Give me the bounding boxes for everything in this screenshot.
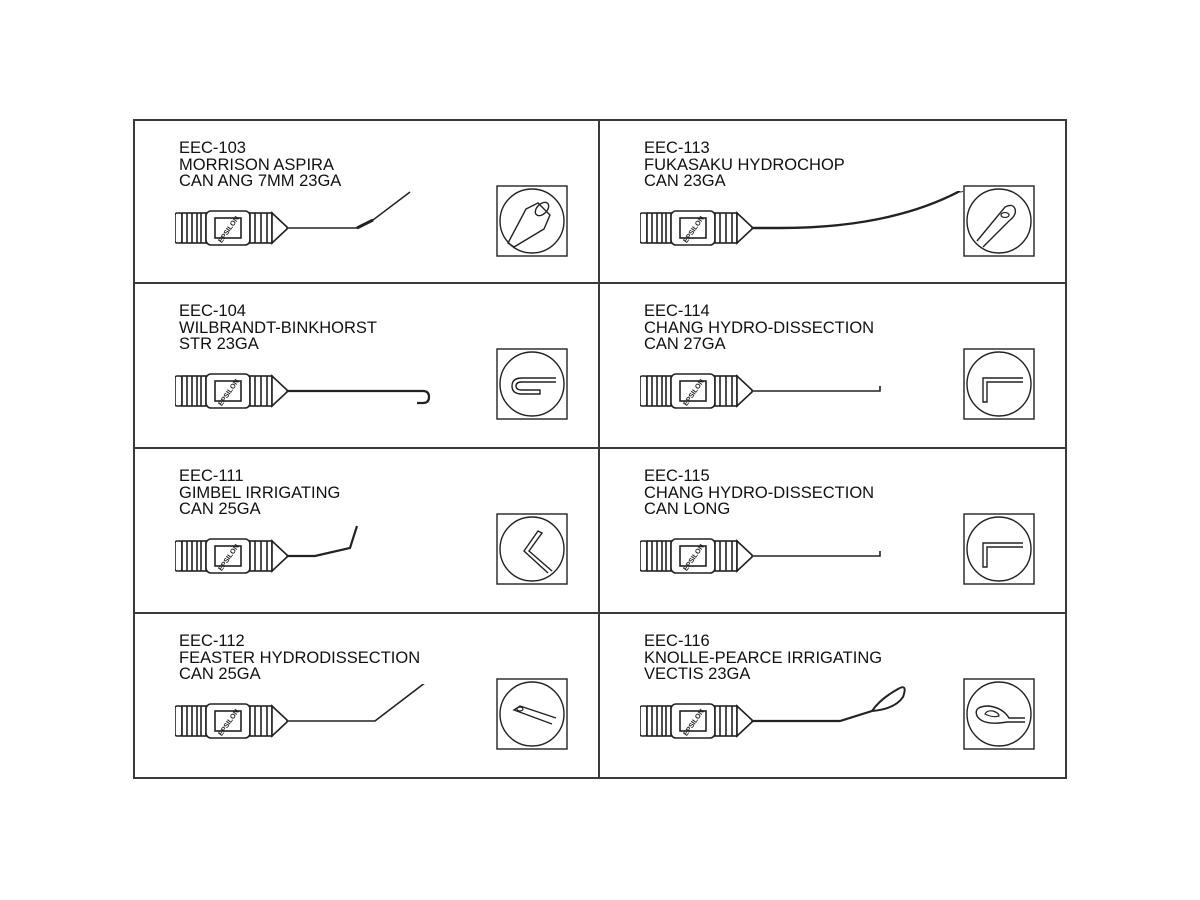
cannula-drawing <box>640 684 980 776</box>
item-desc: CAN LONG <box>644 500 731 518</box>
beveled-tip-icon <box>496 678 568 750</box>
item-code: EEC-113 <box>644 139 710 157</box>
item-label <box>179 633 420 683</box>
item-desc: CAN ANG 7MM 23GA <box>179 172 342 190</box>
cannula-drawing <box>175 191 515 283</box>
cannula-drawing <box>175 684 515 776</box>
cannula-drawing <box>640 191 980 283</box>
item-desc: CAN 25GA <box>179 665 261 683</box>
item-code: EEC-116 <box>644 632 710 650</box>
catalog-item <box>600 119 1067 284</box>
item-label <box>644 468 874 518</box>
brand-mark: EPSILON <box>217 543 241 573</box>
cannula-drawing <box>640 519 980 611</box>
item-name: KNOLLE-PEARCE IRRIGATING <box>644 648 883 667</box>
catalog-item <box>600 614 1067 779</box>
catalog-item <box>133 119 600 284</box>
item-desc: VECTIS 23GA <box>644 665 751 683</box>
item-label <box>179 140 341 190</box>
bent-tip-icon <box>963 348 1035 420</box>
item-label <box>644 303 874 353</box>
loop-tip-icon <box>963 678 1035 750</box>
open-tube-tip-icon <box>496 185 568 257</box>
item-label <box>644 140 845 190</box>
brand-mark: EPSILON <box>217 378 241 408</box>
brand-mark: EPSILON <box>217 215 241 245</box>
catalog-item <box>133 284 600 449</box>
item-label <box>644 633 882 683</box>
item-code: EEC-103 <box>179 139 246 157</box>
item-name: MORRISON ASPIRA <box>179 155 334 174</box>
item-code: EEC-104 <box>179 302 246 320</box>
catalog-item <box>133 614 600 779</box>
item-name: FEASTER HYDRODISSECTION <box>179 648 421 667</box>
brand-mark: EPSILON <box>682 215 706 245</box>
item-code: EEC-111 <box>179 467 244 485</box>
cannula-drawing <box>640 354 980 446</box>
item-desc: CAN 25GA <box>179 500 261 518</box>
brand-mark: EPSILON <box>682 378 706 408</box>
cannula-catalog-grid <box>133 119 1067 779</box>
item-label <box>179 303 377 353</box>
item-name: FUKASAKU HYDROCHOP <box>644 155 845 174</box>
catalog-item <box>133 449 600 614</box>
hook-tip-icon <box>496 348 568 420</box>
item-code: EEC-114 <box>644 302 710 320</box>
item-name: WILBRANDT-BINKHORST <box>179 318 378 337</box>
item-code: EEC-112 <box>179 632 245 650</box>
cannula-drawing <box>175 354 515 446</box>
item-name: CHANG HYDRO-DISSECTION <box>644 483 875 502</box>
brand-mark: EPSILON <box>682 708 706 738</box>
brand-mark: EPSILON <box>217 708 241 738</box>
item-name: GIMBEL IRRIGATING <box>179 483 341 502</box>
side-port-tip-icon <box>963 185 1035 257</box>
item-code: EEC-115 <box>644 467 710 485</box>
item-desc: CAN 23GA <box>644 172 726 190</box>
bent-tip-icon <box>963 513 1035 585</box>
item-desc: CAN 27GA <box>644 335 726 353</box>
item-label <box>179 468 340 518</box>
catalog-item <box>600 449 1067 614</box>
catalog-item <box>600 284 1067 449</box>
cannula-drawing <box>175 519 515 611</box>
angled-tip-icon <box>496 513 568 585</box>
item-desc: STR 23GA <box>179 335 259 353</box>
brand-mark: EPSILON <box>682 543 706 573</box>
item-name: CHANG HYDRO-DISSECTION <box>644 318 875 337</box>
